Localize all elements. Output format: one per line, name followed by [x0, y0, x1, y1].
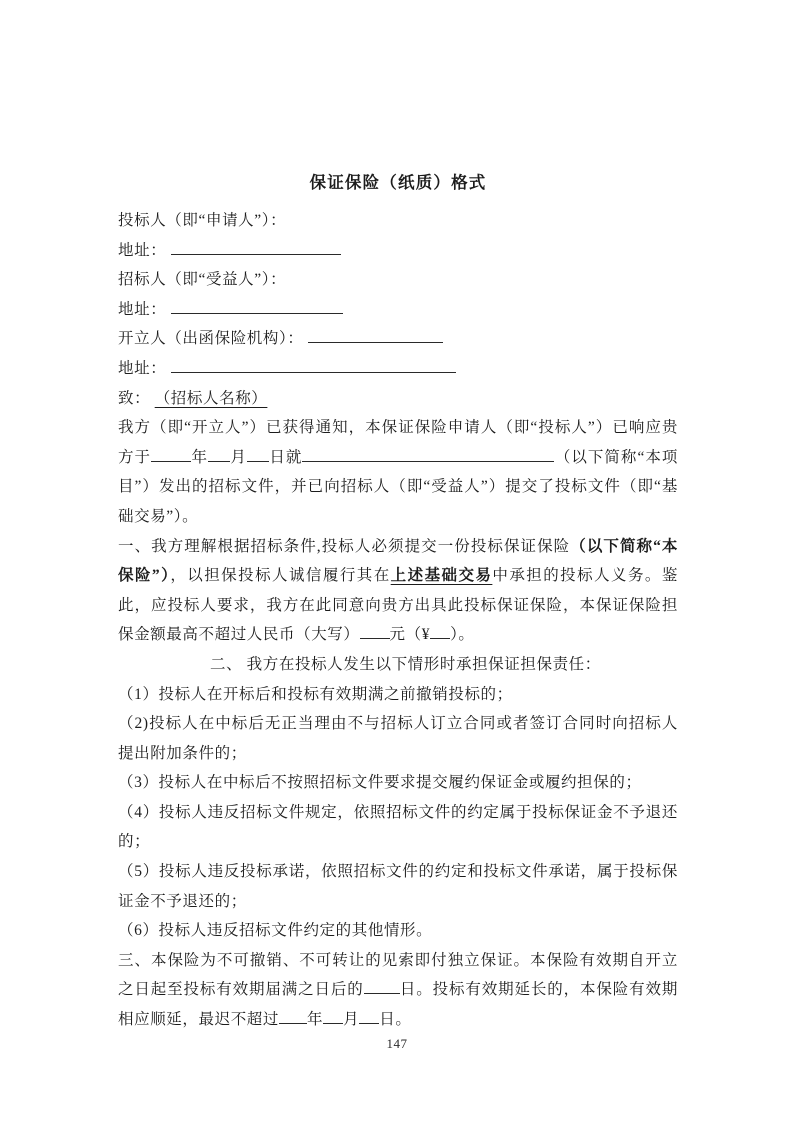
day-blank	[247, 446, 269, 462]
intro-text-4: 日就	[268, 448, 303, 466]
document-content	[118, 170, 678, 1035]
amount-figures-blank	[430, 624, 450, 640]
clause-2-item-6: （6）投标人违反招标文件约定的其他情形。	[118, 922, 433, 940]
address-blank-2	[171, 298, 343, 314]
clause1-text-4: 元（¥	[389, 626, 431, 644]
clause1-bold-underline: 上述基础交易	[390, 567, 493, 585]
clause-2-item-1: （1）投标人在开标后和投标有效期满之前撤销投标的；	[118, 685, 513, 703]
intro-text-5: （以下简称“本项目”）发出的招标文件，并已向招标人（即“受益人”）提交了投标文件（即“基础交易”）。	[118, 448, 678, 525]
tenderer-label: 招标人（即“受益人”）：	[118, 271, 287, 289]
clause1-text-2: ，以担保投标人诚信履行其在	[170, 567, 391, 585]
bidder-label: 投标人（即“申请人”）：	[118, 212, 287, 229]
paragraph-clause-1	[118, 532, 678, 650]
field-line-tenderer	[118, 265, 678, 295]
field-line-address-1	[118, 236, 678, 266]
amount-words-blank	[360, 624, 390, 640]
intro-text-2: 年	[191, 448, 208, 466]
clause-2-item-3: （3）投标人在中标后不按照招标文件要求提交履约保证金或履约担保的；	[118, 774, 642, 792]
field-line-to	[118, 384, 678, 414]
validity-days-blank	[364, 979, 400, 995]
month-blank	[208, 446, 230, 462]
address-blank-1	[171, 239, 341, 255]
clause3-text-5: 日。	[379, 1011, 412, 1029]
to-value: （招标人名称）	[154, 389, 268, 407]
to-label: 致：	[118, 389, 151, 407]
address-label: 地址：	[118, 359, 167, 377]
clause3-text-1: 三、本保险为不可撤销、不可转让的见索即付独立保证。本保险有效期自开立之日起至投标有效期届满之日后的	[118, 951, 678, 999]
clause1-bold-1: （以下简称“本保险”）	[118, 537, 678, 585]
latest-year-blank	[279, 1009, 307, 1025]
intro-text-3: 月	[230, 448, 247, 466]
field-line-address-2	[118, 295, 678, 325]
clause3-text-3: 年	[307, 1011, 324, 1029]
clause-2-item-5: （5）投标人违反投标承诺，依照招标文件的约定和投标文件承诺，属于投标保证金不予退还的；	[118, 863, 678, 910]
latest-month-blank	[323, 1009, 343, 1025]
year-blank	[151, 446, 191, 462]
clause3-text-2: 日。投标有效期延长的，本保险有效期相应顺延，最迟不超过	[118, 981, 678, 1029]
paragraph-intro	[118, 413, 678, 531]
issuer-label: 开立人（出函保险机构）：	[118, 330, 304, 348]
address-blank-3	[171, 357, 456, 373]
field-line-issuer	[118, 324, 678, 354]
clause1-text-1: 一、我方理解根据招标条件,投标人必须提交一份投标保证保险	[118, 537, 571, 555]
project-name-blank	[302, 446, 554, 462]
clause-2-item-4: （4）投标人违反招标文件规定，依照招标文件的约定属于投标保证金不予退还的；	[118, 803, 678, 851]
clause1-text-3: 中承担的投标人义务。鉴此，应投标人要求，我方在此同意向贵方出具此投标保证保险，本保证保险担保金额最高不超过人民币（大写）	[118, 567, 678, 644]
field-line-bidder	[118, 206, 678, 236]
page-title: 保证保险（纸质）格式	[309, 173, 487, 192]
intro-text-1: 我方（即“开立人”）已获得通知，本保证保险申请人（即“投标人”）已响应贵方于	[118, 419, 678, 466]
clause-2-item-2: （2)投标人在中标后无正当理由不与招标人订立合同或者签订合同时向招标人提出附加条件的；	[118, 715, 678, 762]
address-label: 地址：	[118, 300, 167, 318]
page-number: 147	[386, 1036, 408, 1051]
issuer-blank	[308, 328, 443, 344]
latest-day-blank	[359, 1009, 379, 1025]
clause3-text-4: 月	[343, 1011, 360, 1029]
address-label: 地址：	[118, 241, 167, 259]
clause-2-heading: 二、 我方在投标人发生以下情形时承担保证担保责任：	[210, 655, 601, 673]
field-line-address-3	[118, 354, 678, 384]
paragraph-clause-3	[118, 946, 678, 1035]
clause1-text-5: ）。	[450, 626, 475, 644]
